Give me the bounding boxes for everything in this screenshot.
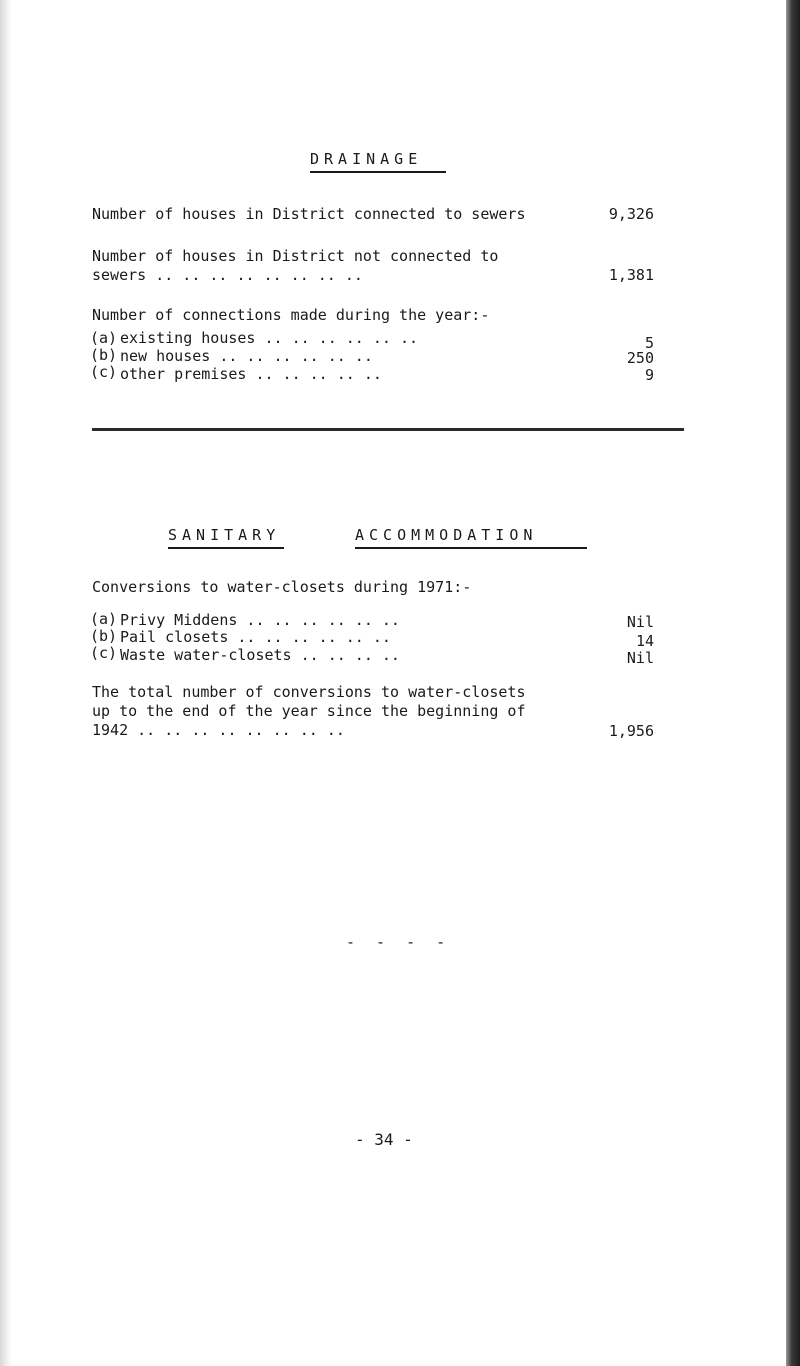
connection-label-c: other premises .. .. .. .. ..: [120, 365, 382, 383]
connection-marker-a: (a): [90, 329, 118, 347]
not-connected-label-line1: Number of houses in District not connected to: [92, 247, 499, 265]
conversion-marker-a: (a): [90, 610, 118, 628]
separator-dashes: - - - -: [346, 933, 452, 951]
total-line1: The total number of conversions to water-closets: [92, 683, 526, 701]
sanitary-heading-word2-underline: [355, 547, 587, 549]
conversion-label-b: Pail closets .. .. .. .. .. ..: [120, 628, 391, 646]
conversion-value-c: Nil: [626, 649, 654, 667]
connection-label-b: new houses .. .. .. .. .. ..: [120, 347, 373, 365]
connection-marker-b: (b): [90, 346, 118, 364]
connected-label: Number of houses in District connected to sewers: [92, 205, 526, 223]
conversion-marker-c: (c): [90, 644, 118, 662]
total-line3: 1942 .. .. .. .. .. .. .. ..: [92, 721, 345, 739]
section-divider: [92, 428, 684, 431]
conversion-value-b: 14: [635, 632, 654, 650]
not-connected-value: 1,381: [608, 266, 654, 284]
not-connected-label-line2: sewers .. .. .. .. .. .. .. ..: [92, 266, 363, 284]
conversions-intro: Conversions to water-closets during 1971:-: [92, 578, 472, 596]
connection-value-c: 9: [644, 366, 654, 384]
page-number: - 34 -: [355, 1130, 413, 1149]
connection-marker-c: (c): [90, 363, 118, 381]
drainage-heading-underline: [310, 171, 446, 173]
connection-label-a: existing houses .. .. .. .. .. ..: [120, 329, 419, 347]
connection-value-b: 250: [626, 349, 654, 367]
connected-value: 9,326: [608, 205, 654, 223]
total-line2: up to the end of the year since the beginning of: [92, 702, 526, 720]
scan-edge-right: [786, 0, 800, 1366]
connections-intro: Number of connections made during the year:-: [92, 306, 490, 324]
sanitary-heading-word1-underline: [168, 547, 284, 549]
drainage-heading: DRAINAGE: [310, 150, 423, 168]
conversion-label-a: Privy Middens .. .. .. .. .. ..: [120, 611, 400, 629]
total-value: 1,956: [608, 722, 654, 740]
conversion-marker-b: (b): [90, 627, 118, 645]
connection-value-a: 5: [644, 334, 654, 352]
sanitary-heading-word1: SANITARY: [168, 526, 281, 544]
sanitary-heading-word2: ACCOMMODATION: [355, 526, 538, 544]
conversion-value-a: Nil: [626, 613, 654, 631]
conversion-label-c: Waste water-closets .. .. .. ..: [120, 646, 400, 664]
